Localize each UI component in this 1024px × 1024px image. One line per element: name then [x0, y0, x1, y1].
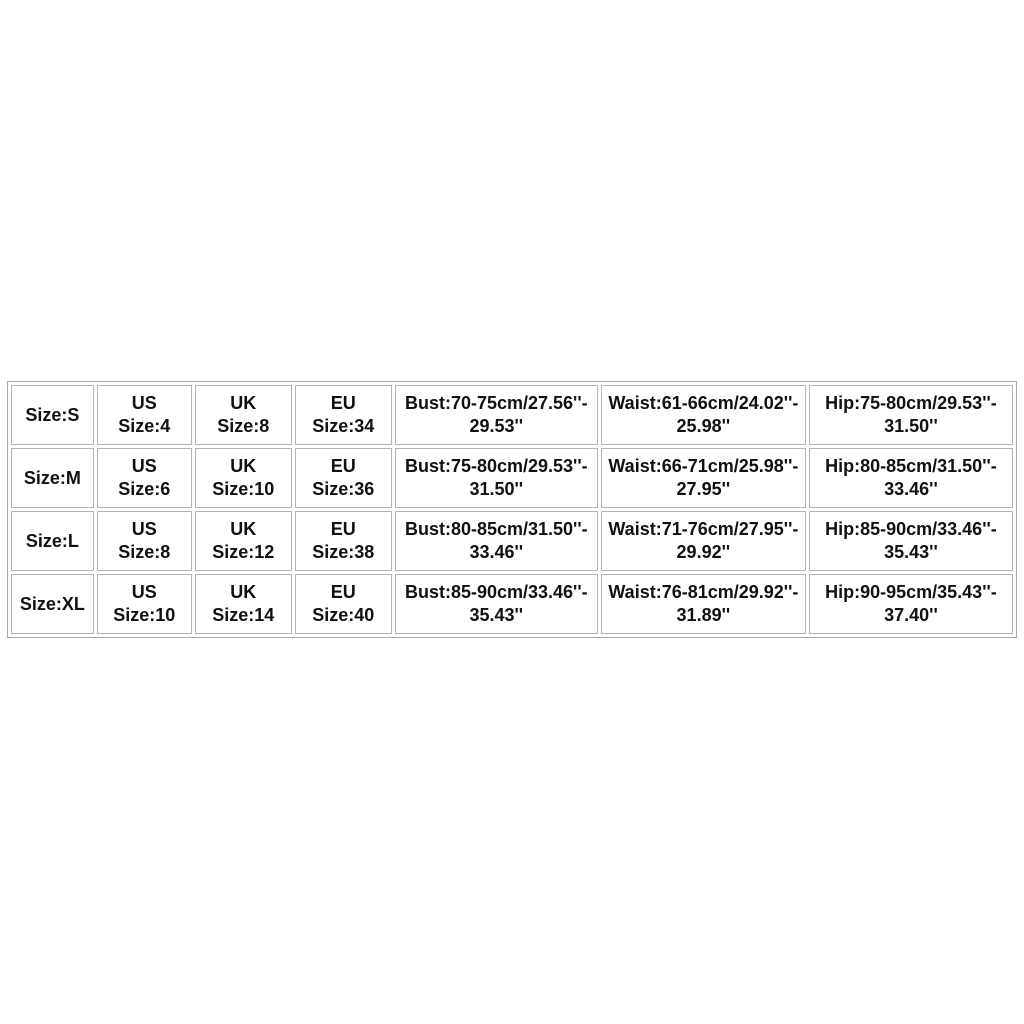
hip-range-end: 37.40''	[884, 605, 938, 625]
us-label: US	[131, 393, 157, 413]
eu-size-value: Size:40	[312, 605, 375, 625]
uk-size-value: Size:12	[212, 542, 275, 562]
waist-range-end: 29.92''	[676, 542, 731, 562]
uk-size-cell	[195, 574, 292, 634]
uk-size-value: Size:10	[212, 479, 275, 499]
us-label: US	[131, 519, 157, 539]
waist-cell	[601, 511, 806, 571]
uk-size-value: Size:14	[212, 605, 275, 625]
eu-label: EU	[330, 582, 356, 602]
bust-range: Bust:85-90cm/33.46''-	[404, 582, 588, 602]
size-label: Size:S	[25, 404, 80, 425]
uk-label: UK	[230, 582, 257, 602]
size-label: Size:M	[23, 467, 81, 488]
waist-range-end: 27.95''	[676, 479, 731, 499]
eu-size-cell	[295, 574, 392, 634]
hip-range: Hip:85-90cm/33.46''-	[825, 519, 997, 539]
us-size-cell	[97, 511, 192, 571]
eu-size-cell	[295, 385, 392, 445]
us-size-cell	[97, 448, 192, 508]
uk-size-value: Size:8	[217, 416, 270, 436]
eu-size-value: Size:34	[312, 416, 375, 436]
table-row	[11, 574, 1013, 634]
hip-cell	[809, 385, 1013, 445]
table-row	[11, 448, 1013, 508]
bust-cell	[395, 511, 598, 571]
waist-range: Waist:76-81cm/29.92''-	[608, 582, 799, 602]
hip-cell	[809, 511, 1013, 571]
bust-cell	[395, 574, 598, 634]
bust-range-end: 29.53''	[469, 416, 524, 436]
eu-size-cell	[295, 448, 392, 508]
hip-range: Hip:80-85cm/31.50''-	[825, 456, 997, 476]
size-label: Size:XL	[19, 593, 85, 614]
bust-range-end: 31.50''	[469, 479, 524, 499]
us-label: US	[131, 456, 157, 476]
eu-label: EU	[330, 519, 356, 539]
hip-range-end: 31.50''	[884, 416, 938, 436]
us-size-cell	[97, 385, 192, 445]
us-size-value: Size:6	[118, 479, 171, 499]
waist-cell	[601, 448, 806, 508]
waist-cell	[601, 574, 806, 634]
bust-range: Bust:70-75cm/27.56''-	[404, 393, 588, 413]
bust-range-end: 33.46''	[469, 542, 524, 562]
uk-label: UK	[230, 519, 257, 539]
us-label: US	[131, 582, 157, 602]
size-label: Size:L	[25, 530, 79, 551]
uk-label: UK	[230, 393, 257, 413]
bust-range: Bust:80-85cm/31.50''-	[404, 519, 588, 539]
hip-cell	[809, 574, 1013, 634]
waist-range: Waist:61-66cm/24.02''-	[608, 393, 799, 413]
us-size-value: Size:4	[118, 416, 171, 436]
us-size-value: Size:10	[113, 605, 176, 625]
hip-range: Hip:75-80cm/29.53''-	[825, 393, 997, 413]
eu-label: EU	[330, 456, 356, 476]
bust-cell	[395, 448, 598, 508]
eu-size-cell	[295, 511, 392, 571]
uk-size-cell	[195, 511, 292, 571]
size-chart-table	[7, 381, 1017, 638]
size-label-cell	[11, 574, 94, 634]
size-label-cell	[11, 511, 94, 571]
bust-range-end: 35.43''	[469, 605, 524, 625]
uk-label: UK	[230, 456, 257, 476]
table-row	[11, 385, 1013, 445]
table-row	[11, 511, 1013, 571]
eu-size-value: Size:36	[312, 479, 375, 499]
size-label-cell	[11, 448, 94, 508]
eu-label: EU	[330, 393, 356, 413]
us-size-value: Size:8	[118, 542, 171, 562]
waist-cell	[601, 385, 806, 445]
size-label-cell	[11, 385, 94, 445]
hip-cell	[809, 448, 1013, 508]
waist-range: Waist:71-76cm/27.95''-	[608, 519, 799, 539]
waist-range: Waist:66-71cm/25.98''-	[608, 456, 799, 476]
uk-size-cell	[195, 385, 292, 445]
eu-size-value: Size:38	[312, 542, 375, 562]
waist-range-end: 25.98''	[676, 416, 731, 436]
hip-range-end: 35.43''	[884, 542, 938, 562]
waist-range-end: 31.89''	[676, 605, 731, 625]
hip-range: Hip:90-95cm/35.43''-	[825, 582, 997, 602]
hip-range-end: 33.46''	[884, 479, 938, 499]
us-size-cell	[97, 574, 192, 634]
uk-size-cell	[195, 448, 292, 508]
bust-cell	[395, 385, 598, 445]
bust-range: Bust:75-80cm/29.53''-	[404, 456, 588, 476]
